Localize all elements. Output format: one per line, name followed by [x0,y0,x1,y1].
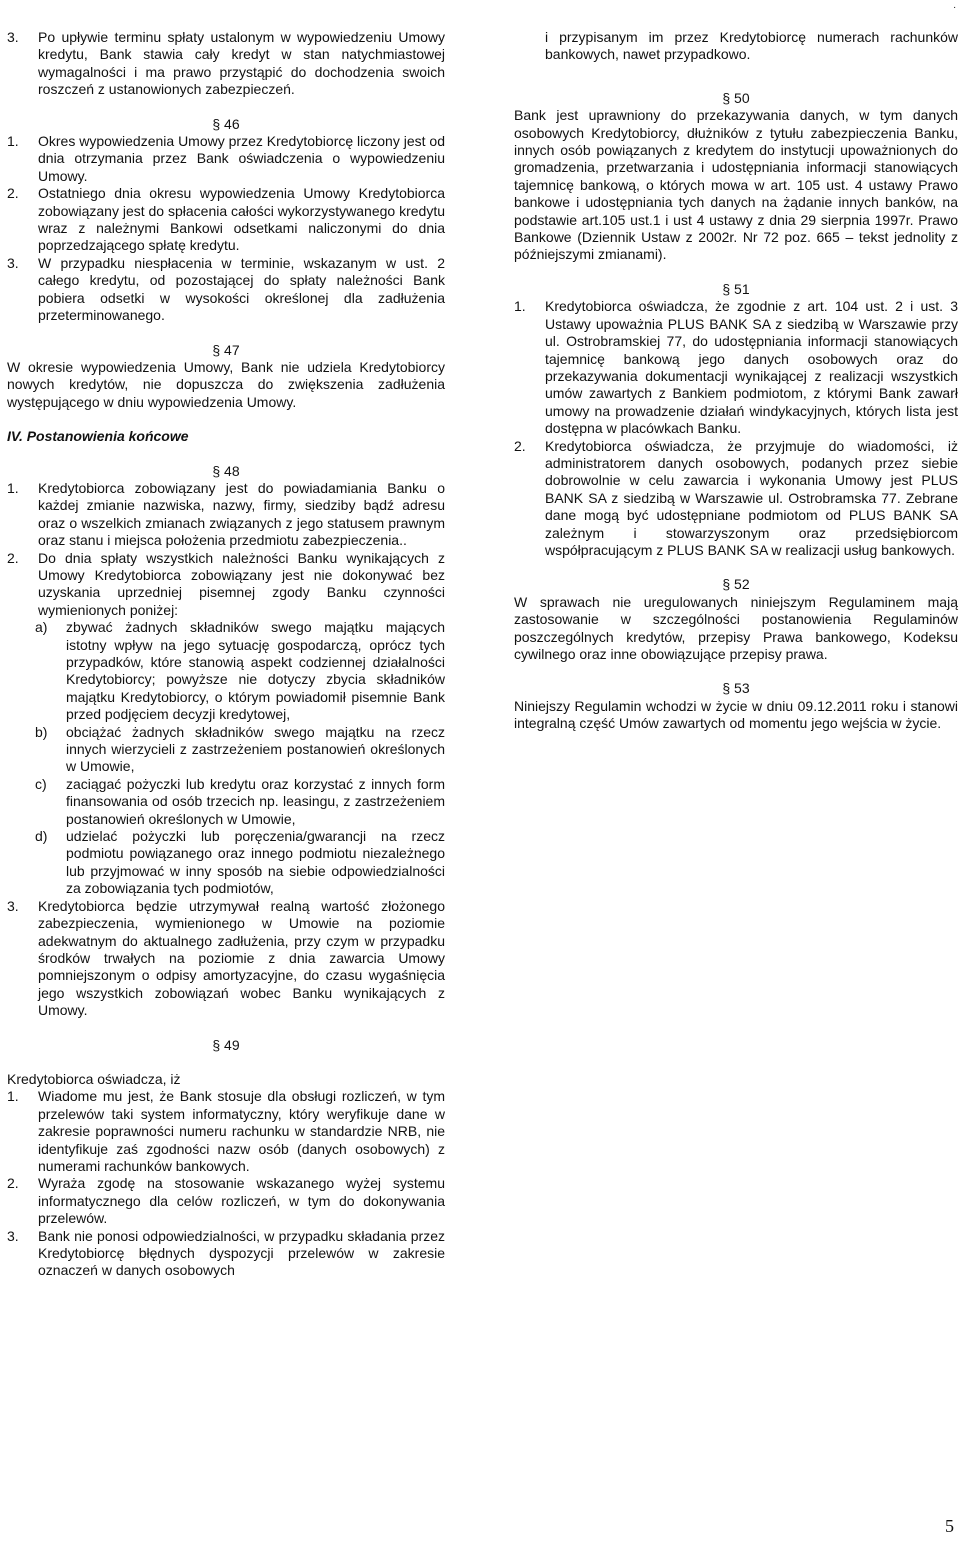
s52-text: W sprawach nie uregulowanych niniejszym Regulaminem mają zastosowanie w szczególności postanowienia Regulaminów poszczególnych kredytów, przepisy Prawa bankowego, Kodeksu cywilnego oraz inne obowiązujące przepisy prawa. [514,593,958,662]
item-number: 2. [7,185,19,202]
s46-item-3 [7,255,445,325]
item-letter: c) [35,775,47,792]
s46-item-1 [7,133,445,185]
continuation-text: i przypisanym im przez Kredytobiorcę numerach rachunków bankowych, nawet przypadkowo. [545,29,958,63]
section-51-title: § 51 [722,280,750,297]
item-letter: d) [35,828,48,845]
item-text: Kredytobiorca oświadcza, że zgodnie z art. 104 ust. 2 i ust. 3 Ustawy upoważnia PLUS BANK SA z siedzibą w Warszawie przy ul. Ostrobramskiej 77, do udostępniania informacji stanowiących tajemnicę bankową jego danych osobowych oraz do przekazywania dokumentacji wynikającej z realizacji wszystkich umów zawartych z Bankiem podmiotom, z którymi Bank zawarł umowy na prowadzenie działań windykacyjnych, których lista jest dostępna w placówkach Banku. [545,298,958,437]
section-46-title: § 46 [212,115,240,132]
paragraph-text: Po upływie terminu spłaty ustalonym w wypowiedzeniu Umowy kredytu, Bank stawia cały kredyt w stan natychmiastowej wymagalności i ma prawo przystąpić do dochodzenia swoich roszczeń z ustanowionych zabezpieczeń. [38,29,445,98]
section-53-title: § 53 [722,680,750,697]
s49-intro: Kredytobiorca oświadcza, iż [7,1070,181,1087]
paragraph-3 [7,29,445,99]
item-letter: b) [35,723,48,740]
section-50-title: § 50 [722,89,750,106]
s50-text: Bank jest uprawniony do przekazywania danych, w tym danych osobowych Kredytobiorcy, dłużników z tytułu zabezpieczenia Banku, innych osób powiązanych z kredytem do instytucji upoważnionych do gromadzenia, przetwarzania i udostępniania informacji stanowiących tajemnicę bankową, o których mowa w art. 105 ust. 4 ustawy Prawo bankowe i udostępniania tych danych na żądanie innych banków, na podstawie art.105 ust.1 i ust 4 ustawy z dnia 29 sierpnia 1997r. Prawo Bankowe (Dziennik Ustaw z 2002r. Nr 72 poz. 665 – tekst jednolity z późniejszymi zmianami). [514,107,958,263]
item-text: Wiadome mu jest, że Bank stosuje dla obsługi rozliczeń, w tym przelewów taki system informatyczny, który weryfikuje dane w zakresie poprawności numeru rachunku w standardzie NRB, nie identyfikuje zaś zgodności nazw osób (danych osobowych) z numerami rachunków bankowych. [38,1088,445,1174]
item-text: zbywać żadnych składników swego majątku mających istotny wpływ na jego sytuację gospodarczą, oprócz tych przypadków, które stanowią aspekt codziennej działalności Kredytobiorcy; powyższe nie dotyczy zbycia składników majątku Kredytobiorcy, o którym powiadomił pisemnie Bank przed podjęciem decyzji kredytowej, [66,619,445,723]
item-number: 3. [7,897,19,914]
item-number: 3. [7,29,19,45]
section-52-title: § 52 [722,576,750,593]
item-text: obciążać żadnych składników swego majątku na rzecz innych wierzycieli z zastrzeżeniem postanowień określonych w Umowie, [66,723,445,775]
item-number: 1. [7,133,19,150]
item-number: 2. [514,437,526,454]
s48-item-d [35,828,445,898]
item-letter: a) [35,619,48,636]
s48-item-2 [7,550,445,620]
s48-item-a [35,619,445,723]
s48-item-1 [7,480,445,550]
item-number: 2. [7,1175,19,1192]
item-number: 3. [7,254,19,271]
section-47-title: § 47 [212,341,240,358]
section-48-title: § 48 [212,462,240,479]
item-text: Ostatniego dnia okresu wypowiedzenia Umowy Kredytobiorca zobowiązany jest do spłacenia całości wykorzystywanego kredytu wraz z należnymi Bankowi odsetkami naliczonymi do dnia poprzedzającego spłatę kredytu. [38,185,445,254]
item-number: 1. [7,479,19,496]
item-text: Kredytobiorca zobowiązany jest do powiadamiania Banku o każdej zmianie nazwiska, nazwy, firmy, siedziby bądź adresu oraz o wszelkich zmianach związanych z jego statusem prawnym oraz stanu i miejsca położenia przedmiotu zabezpieczenia.. [38,479,445,549]
s51-item-1 [514,298,958,437]
item-text: W przypadku niespłacenia w terminie, wskazanym w ust. 2 całego kredytu, od pozostającej do spłaty należności Bank pobiera odsetki w wysokości określonej dla zadłużenia przeterminowanego. [38,254,445,324]
item-text: Wyraża zgodę na stosowanie wskazanego wyżej systemu informatycznego dla celów rozliczeń, w tym do dokonywania przelewów. [38,1175,445,1227]
s48-item-3 [7,898,445,1020]
s49-item-3 [7,1228,445,1280]
s51-item-2 [514,438,958,560]
item-text: Kredytobiorca będzie utrzymywał realną wartość złożonego zabezpieczenia, wymienionego w Umowie na poziomie adekwatnym do aktualnego zadłużenia, przy czym w przypadku środków trwałych na poziomie z dnia zawarcia Umowy pomniejszonym o odpisy amortyzacyjne, do czasu wygaśnięcia jego wszystkich zobowiązań wobec Banku wynikających z Umowy. [38,897,445,1019]
s47-text: W okresie wypowiedzenia Umowy, Bank nie udziela Kredytobiorcy nowych kredytów, nie dopuszcza do zwiększenia zadłużenia występującego w dniu wypowiedzenia Umowy. [7,358,445,410]
item-number: 3. [7,1227,19,1244]
s48-item-b [35,724,445,776]
s49-item-1 [7,1088,445,1175]
s49-item-2 [7,1175,445,1227]
item-number: 1. [514,298,526,315]
item-number: 1. [7,1088,19,1105]
left-column [7,29,445,1280]
section-49-title: § 49 [212,1036,240,1053]
s46-item-2 [7,185,445,255]
right-column [514,29,958,733]
item-text: Do dnia spłaty wszystkich należności Banku wynikających z Umowy Kredytobiorca zobowiązany jest nie dokonywać bez uzyskania uprzedniej pisemnej zgody Banku czynności wymienionych poniżej: [38,549,445,618]
s53-text: Niniejszy Regulamin wchodzi w życie w dniu 09.12.2011 roku i stanowi integralną część Umów zawartych od momentu jego wejścia w życie. [514,697,958,732]
item-text: Okres wypowiedzenia Umowy przez Kredytobiorcę liczony jest od dnia otrzymania przez Bank oświadczenia o wypowiedzeniu Umowy. [38,133,445,184]
page-number: 5 [945,1516,954,1536]
s49-continuation [514,29,958,64]
item-text: udzielać pożyczki lub poręczenia/gwarancji na rzecz podmiotu powiązanego oraz innego podmiotu niezależnego lub przyjmować w inny sposób na siebie odpowiedzialności za zobowiązania tych podmiotów, [66,828,445,897]
item-text: Kredytobiorca oświadcza, że przyjmuje do wiadomości, iż administratorem danych osobowych, podanych przez siebie dobrowolnie w celu zawarcia i wykonania Umowy jest PLUS BANK SA z siedzibą w Warszawie ul. Ostrobramska 77. Zebrane dane mogą być udostępniane podmiotom od PLUS BANK SA zależnym i stowarzyszonym oraz przedsiębiorcom współpracującym z PLUS BANK SA w realizacji usług bankowych. [545,437,958,558]
item-number: 2. [7,549,19,566]
item-text: Bank nie ponosi odpowiedzialności, w przypadku składania przez Kredytobiorcę błędnych dyspozycji przelewów w zakresie oznaczeń w danych osobowych [38,1227,445,1279]
s48-item-c [35,776,445,828]
top-mark: . [953,0,956,11]
item-text: zaciągać pożyczki lub kredytu oraz korzystać z innych form finansowania od osób trzecich np. leasingu, z zastrzeżeniem postanowień określonych w Umowie, [66,775,445,827]
chapter-heading: IV. Postanowienia końcowe [7,428,189,445]
